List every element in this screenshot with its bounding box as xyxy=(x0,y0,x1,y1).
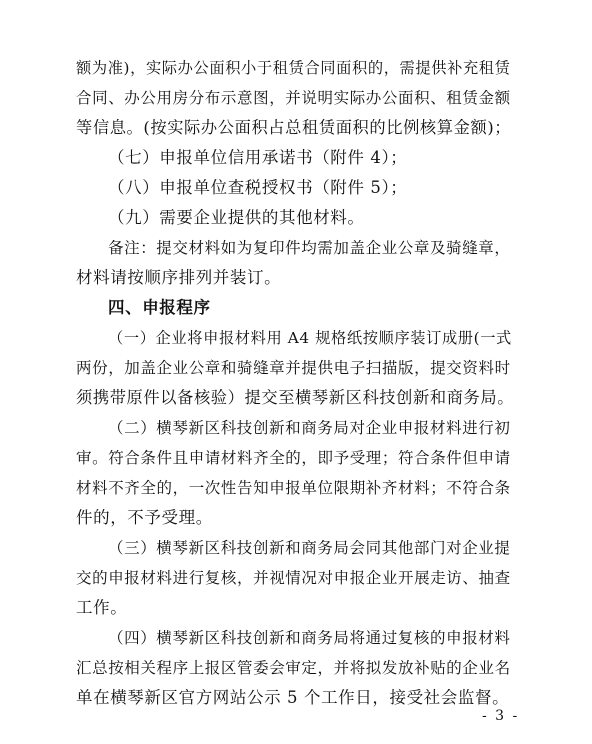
paragraph-line: 两份，加盖企业公章和骑缝章并提供电子扫描版，提交资料时 xyxy=(76,359,511,377)
paragraph-line: （四）横琴新区科技创新和商务局将通过复核的申报材料 xyxy=(108,629,511,647)
paragraph-line: 件的，不予受理。 xyxy=(76,508,213,527)
section-heading: 四、申报程序 xyxy=(108,298,211,317)
paragraph-line: 须携带原件以备核验）提交至横琴新区科技创新和商务局。 xyxy=(76,388,515,407)
paragraph-line: （一）企业将申报材料用 A4 规格纸按顺序装订成册(一式 xyxy=(108,329,512,347)
paragraph-line: 材料不齐全的，一次性告知申报单位限期补齐材料；不符合条 xyxy=(76,479,511,497)
paragraph-line: 交的申报材料进行复核，并视情况对申报企业开展走访、抽查 xyxy=(76,569,511,587)
list-item-9: （九）需要企业提供的其他材料。 xyxy=(108,208,365,227)
paragraph-line: （二）横琴新区科技创新和商务局对企业申报材料进行初 xyxy=(108,419,511,437)
paragraph-line: （三）横琴新区科技创新和商务局会同其他部门对企业提 xyxy=(108,539,511,557)
paragraph-line: 单在横琴新区官方网站公示 5 个工作日，接受社会监督。 xyxy=(76,688,510,707)
note-line: 备注：提交材料如为复印件均需加盖企业公章及骑缝章， xyxy=(108,239,511,257)
list-item-8: （八）申报单位查税授权书（附件 5）； xyxy=(108,178,408,197)
paragraph-line: 审。符合条件且申请材料齐全的，即予受理；符合条件但申请 xyxy=(76,449,511,467)
paragraph-line: 额为准)，实际办公面积小于租赁合同面积的，需提供补充租赁 xyxy=(76,59,511,77)
list-item-7: （七）申报单位信用承诺书（附件 4）； xyxy=(108,148,408,167)
note-line: 材料请按顺序排列并装订。 xyxy=(76,268,282,287)
paragraph-line: 汇总按相关程序上报区管委会审定，并将拟发放补贴的企业名 xyxy=(76,659,511,677)
paragraph-line: 合同、办公用房分布示意图，并说明实际办公面积、租赁金额 xyxy=(76,89,511,107)
paragraph-line: 等信息。(按实际办公面积占总租赁面积的比例核算金额)； xyxy=(76,118,512,137)
paragraph-line: 工作。 xyxy=(76,598,128,617)
page-number: - 3 - xyxy=(482,708,520,724)
